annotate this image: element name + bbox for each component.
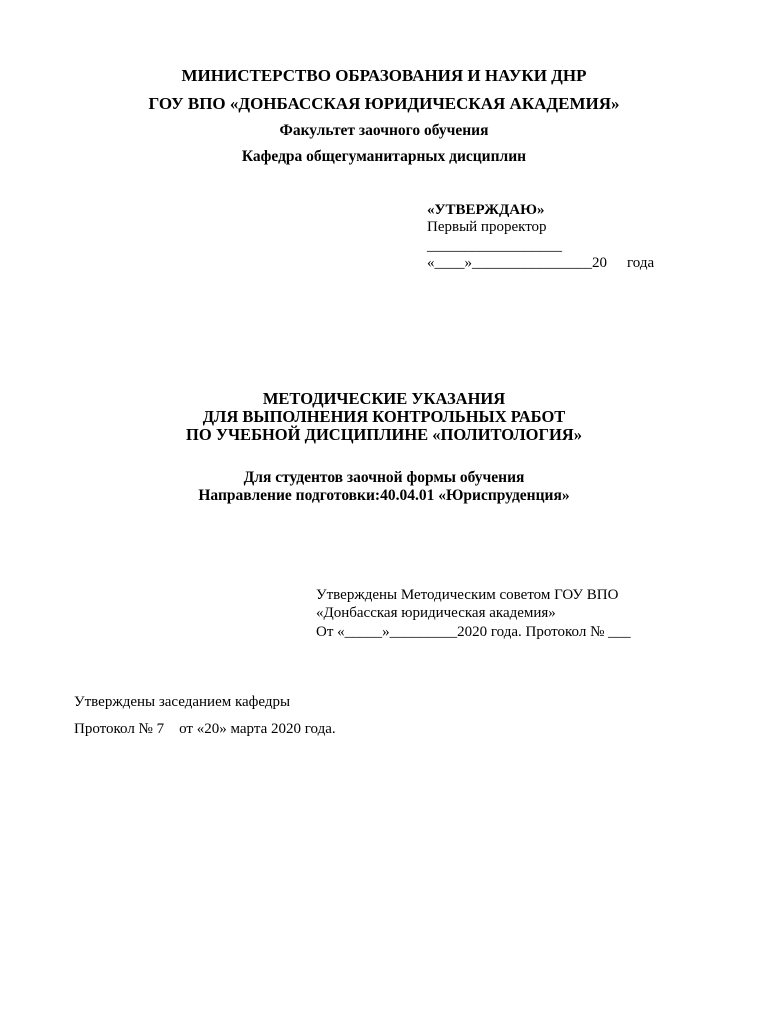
approval-year-prefix: 20 [592,255,607,271]
council-month-blank: _________ [389,624,458,640]
council-day-blank: _____ [344,624,383,640]
council-date-mid: » [382,624,390,640]
signature-blank: __________________ [427,238,562,254]
audience-line1: Для студентов заочной формы обучения [243,469,525,486]
approval-date-mid: » [464,255,472,271]
approval-position: Первый проректор [427,219,547,235]
approval-day-blank: ____ [434,255,465,271]
council-line1: Утверждены Методическим советом ГОУ ВПО [316,587,619,603]
document-title-line3: ПО УЧЕБНОЙ ДИСЦИПЛИНЕ «ПОЛИТОЛОГИЯ» [186,425,582,444]
approval-date-open: « [427,255,435,271]
council-date-prefix: От « [316,624,345,640]
document-title-line2: ДЛЯ ВЫПОЛНЕНИЯ КОНТРОЛЬНЫХ РАБОТ [202,407,566,426]
faculty-heading: Факультет заочного обучения [279,122,489,139]
council-date-suffix: 2020 года. Протокол № ___ [457,624,631,640]
approval-date-line [427,255,654,272]
department-heading: Кафедра общегуманитарных дисциплин [241,148,527,165]
department-approval-line1: Утверждены заседанием кафедры [74,694,291,710]
council-line2: «Донбасская юридическая академия» [316,605,556,621]
approval-heading: «УТВЕРЖДАЮ» [427,202,545,218]
ministry-heading: МИНИСТЕРСТВО ОБРАЗОВАНИЯ И НАУКИ ДНР [181,66,587,85]
approval-month-blank: ________________ [472,255,592,271]
department-approval-line2: Протокол № 7 от «20» марта 2020 года. [74,721,336,737]
audience-line2: Направление подготовки:40.04.01 «Юриспруденция» [198,487,570,504]
institution-heading: ГОУ ВПО «ДОНБАССКАЯ ЮРИДИЧЕСКАЯ АКАДЕМИЯ» [148,94,620,113]
council-line3 [316,624,631,641]
approval-year-suffix: года [627,255,655,271]
document-title-line1: МЕТОДИЧЕСКИЕ УКАЗАНИЯ [262,389,506,408]
